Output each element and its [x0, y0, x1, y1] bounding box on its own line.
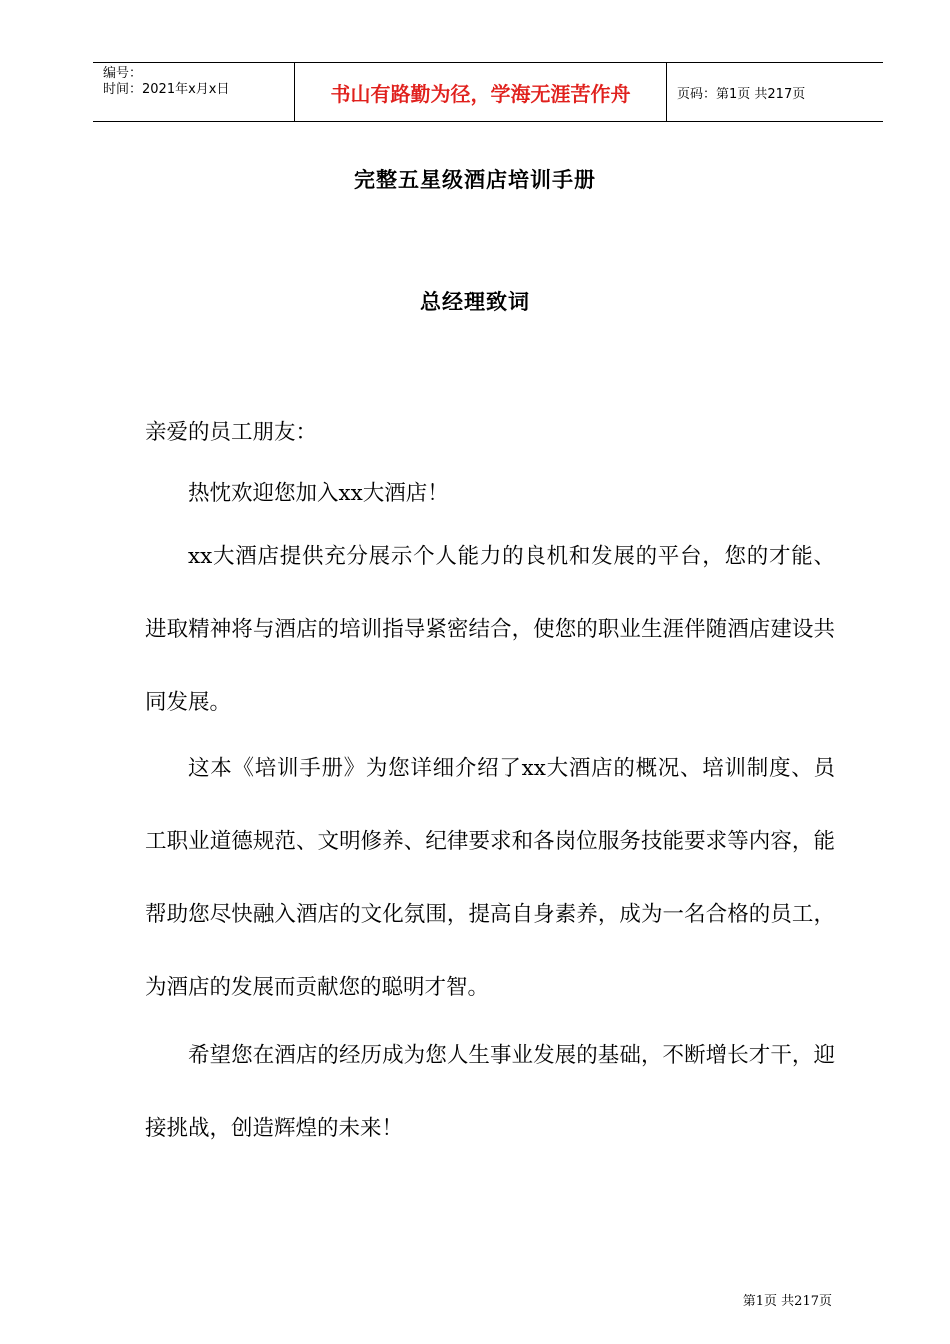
salutation: 亲爱的员工朋友：	[145, 420, 318, 445]
header-page-label: 页码：第1页 共217页	[677, 86, 806, 102]
paragraph-4: 希望您在酒店的经历成为您人生事业发展的基础，不断增长才干，迎接挑战，创造辉煌的未来！	[145, 1043, 835, 1141]
header-number-label: 编号：	[103, 66, 143, 81]
paragraph-2: xx大酒店提供充分展示个人能力的良机和发展的平台，您的才能、进取精神将与酒店的培训指导紧密结合，使您的职业生涯伴随酒店建设共同发展。	[145, 544, 835, 715]
header-motto: 书山有路勤为径，学海无涯苦作舟	[295, 63, 667, 121]
paragraph-3: 这本《培训手册》为您详细介绍了xx大酒店的概况、培训制度、员工职业道德规范、文明修养、纪律要求和各岗位服务技能要求等内容，能帮助您尽快融入酒店的文化氛围，提高自身素养，成为一名合格的员工，为酒店的发展而贡献您的聪明才智。	[145, 756, 835, 1000]
footer-page-number: 第1页 共217页	[742, 1294, 832, 1309]
paragraph-1: 热忱欢迎您加入xx大酒店！	[188, 481, 449, 506]
page-header	[93, 62, 883, 122]
header-time-label: 时间：2021年x月x日	[103, 82, 230, 97]
document-title: 完整五星级酒店培训手册	[354, 167, 596, 192]
header-meta	[93, 63, 295, 121]
section-title: 总经理致词	[420, 289, 530, 314]
